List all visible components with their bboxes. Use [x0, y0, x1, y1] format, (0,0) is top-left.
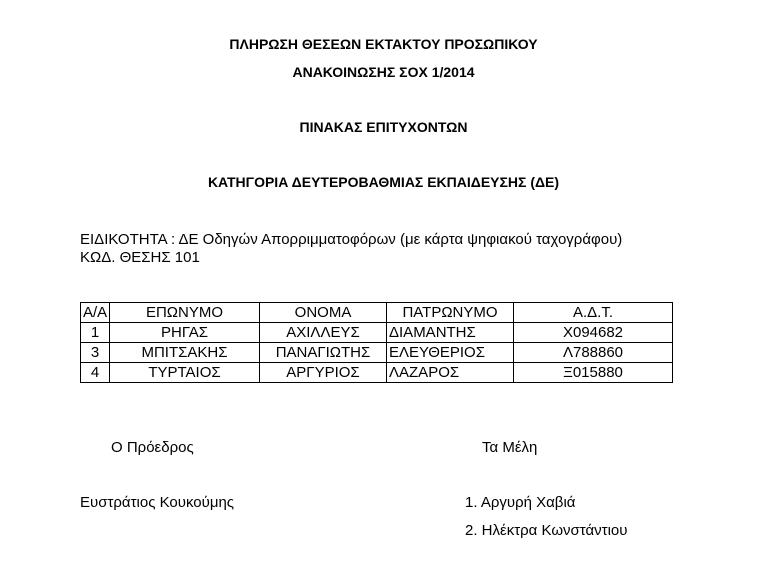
table-row — [81, 323, 673, 343]
cell-surname: ΜΠΙΤΣΑΚΗΣ — [110, 343, 260, 363]
cell-name: ΠΑΝΑΓΙΩΤΗΣ — [260, 343, 387, 363]
members-title: Τα Μέλη — [482, 439, 538, 456]
results-table — [80, 302, 673, 383]
position-code: ΚΩΔ. ΘΕΣΗΣ 101 — [80, 249, 200, 266]
category-heading: ΚΑΤΗΓΟΡΙΑ ΔΕΥΤΕΡΟΒΑΘΜΙΑΣ ΕΚΠΑΙΔΕΥΣΗΣ (ΔΕ) — [207, 174, 560, 190]
cell-id: Λ788860 — [514, 343, 673, 363]
cell-patronymic: ΔΙΑΜΑΝΤΗΣ — [387, 323, 514, 343]
cell-patronymic: ΕΛΕΥΘΕΡΙΟΣ — [387, 343, 514, 363]
chair-title: Ο Πρόεδρος — [111, 439, 194, 456]
header-line-1: ΠΛΗΡΩΣΗ ΘΕΣΕΩΝ ΕΚΤΑΚΤΟΥ ΠΡΟΣΩΠΙΚΟΥ — [229, 36, 538, 52]
member-2: 2. Ηλέκτρα Κωνστάντιου — [465, 522, 628, 539]
cell-aa: 1 — [81, 323, 110, 343]
col-header-id: Α.Δ.Τ. — [514, 303, 673, 323]
table-header-row — [81, 303, 673, 323]
chair-name: Ευστράτιος Κουκούμης — [80, 494, 235, 511]
cell-id: Ξ015880 — [514, 363, 673, 383]
member-1: 1. Αργυρή Χαβιά — [465, 494, 576, 511]
col-header-aa: Α/Α — [81, 303, 110, 323]
col-header-name: ΟΝΟΜΑ — [260, 303, 387, 323]
cell-aa: 4 — [81, 363, 110, 383]
cell-patronymic: ΛΑΖΑΡΟΣ — [387, 363, 514, 383]
cell-name: ΑΡΓΥΡΙΟΣ — [260, 363, 387, 383]
document-title: ΠΙΝΑΚΑΣ ΕΠΙΤΥΧΟΝΤΩΝ — [299, 119, 468, 135]
cell-id: Χ094682 — [514, 323, 673, 343]
cell-aa: 3 — [81, 343, 110, 363]
table-row — [81, 363, 673, 383]
cell-name: ΑΧΙΛΛΕΥΣ — [260, 323, 387, 343]
col-header-patronymic: ΠΑΤΡΩΝΥΜΟ — [387, 303, 514, 323]
cell-surname: ΡΗΓΑΣ — [110, 323, 260, 343]
col-header-surname: ΕΠΩΝΥΜΟ — [110, 303, 260, 323]
cell-surname: ΤΥΡΤΑΙΟΣ — [110, 363, 260, 383]
specialty-line: ΕΙΔΙΚΟΤΗΤΑ : ΔΕ Οδηγών Απορριμματοφόρων (με κάρτα ψηφιακού ταχογράφου) — [80, 231, 623, 248]
header-line-2: ΑΝΑΚΟΙΝΩΣΗΣ ΣΟΧ 1/2014 — [292, 64, 475, 80]
table-row — [81, 343, 673, 363]
